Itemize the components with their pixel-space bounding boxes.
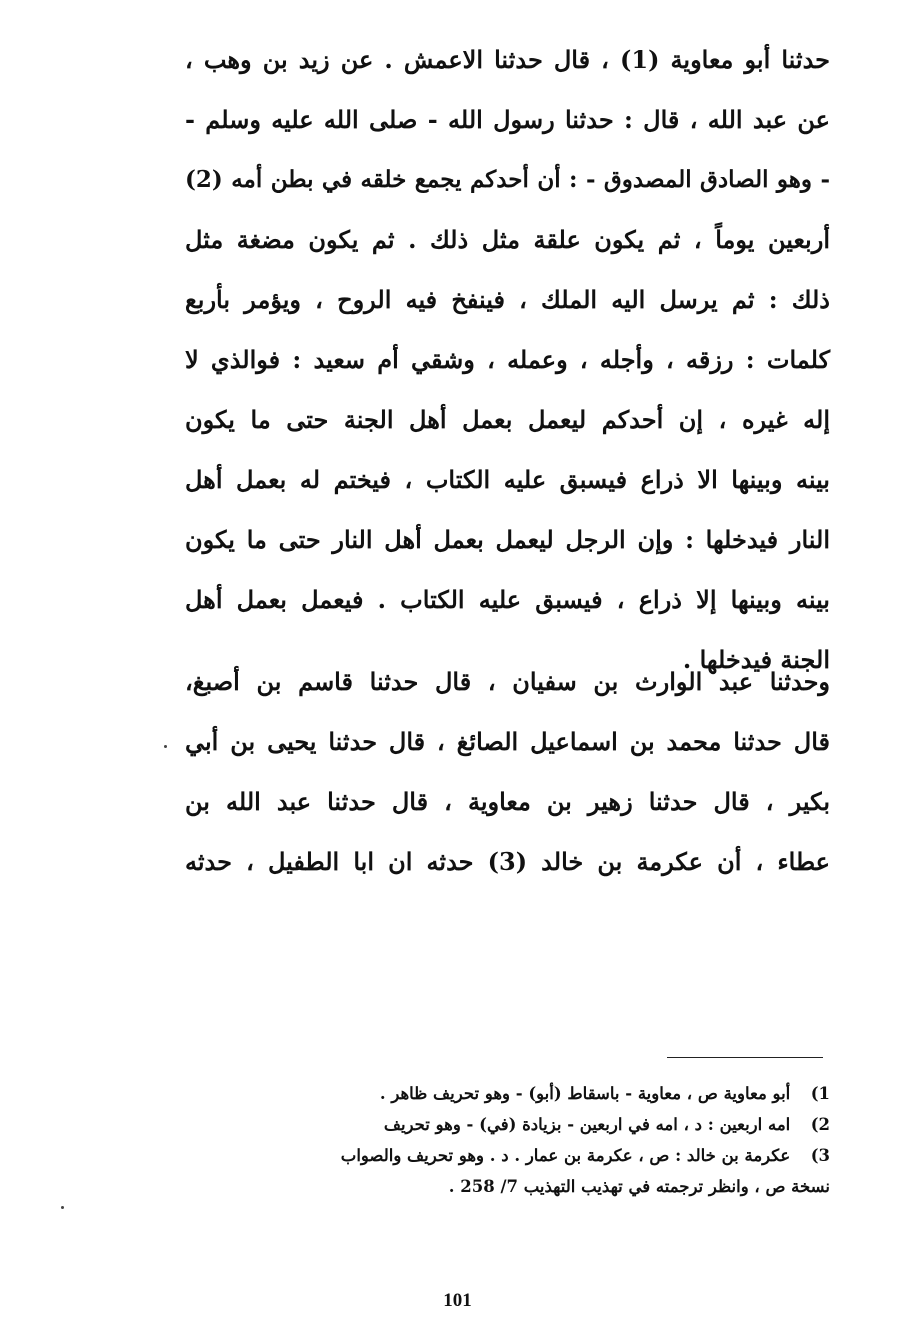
footnote-1 <box>185 1078 830 1109</box>
footnote-3 <box>185 1140 830 1171</box>
footnotes <box>185 1078 830 1202</box>
text-line: بينه وبينها إلا ذراع ، فيسبق عليه الكتاب . فيعمل بعمل أهل <box>185 585 830 614</box>
footnote-number: 1) <box>810 1084 830 1103</box>
footnote-number: 3) <box>810 1146 830 1165</box>
page-number: 101 <box>443 1290 472 1311</box>
scan-speck <box>61 1206 64 1209</box>
text-line: حدثنا أبو معاوية (1) ، قال حدثنا الاعمش . عن زيد بن وهب ، <box>185 45 831 74</box>
text-line: - وهو الصادق المصدوق - : أن أحدكم يجمع خلقه في بطن أمه (2) <box>185 166 830 193</box>
text-line: إله غيره ، إن أحدكم ليعمل بعمل أهل الجنة حتى ما يكون <box>185 405 830 434</box>
hadith-paragraph-1 <box>185 30 830 690</box>
text-line: بكير ، قال حدثنا زهير بن معاوية ، قال حدثنا عبد الله بن <box>185 787 830 816</box>
hadith-paragraph-2 <box>185 652 830 892</box>
footnote-2 <box>185 1109 830 1140</box>
text-line: بينه وبينها الا ذراع فيسبق عليه الكتاب ، فيختم له بعمل أهل <box>185 465 830 494</box>
footnote-number: 2) <box>810 1115 830 1134</box>
footnote-3-continuation <box>185 1171 830 1202</box>
text-line: عطاء ، أن عكرمة بن خالد (3) حدثه ان ابا الطفيل ، حدثه <box>185 847 830 876</box>
scan-speck <box>164 745 167 748</box>
text-line: عن عبد الله ، قال : حدثنا رسول الله - صلى الله عليه وسلم - <box>185 105 830 134</box>
text-line: وحدثنا عبد الوارث بن سفيان ، قال حدثنا قاسم بن أصبغ، <box>185 667 830 696</box>
text-line: قال حدثنا محمد بن اسماعيل الصائغ ، قال حدثنا يحيى بن أبي <box>185 727 830 756</box>
footnote-text: عكرمة بن خالد : ص ، عكرمة بن عمار . د . وهو تحريف والصواب <box>340 1146 791 1165</box>
text-line: ذلك : ثم يرسل اليه الملك ، فينفخ فيه الروح ، ويؤمر بأربع <box>185 285 830 314</box>
text-line: الجنة فيدخلها . <box>682 645 830 674</box>
footnote-text: أبو معاوية ص ، معاوية - باسقاط (أبو) - وهو تحريف ظاهر . <box>379 1084 791 1103</box>
footnote-separator <box>667 1057 823 1058</box>
text-line: النار فيدخلها : وإن الرجل ليعمل بعمل أهل النار حتى ما يكون <box>185 525 830 554</box>
footnote-text: امه اربعين : د ، امه في اربعين - بزيادة (في) - وهو تحريف <box>383 1115 791 1134</box>
text-line: كلمات : رزقه ، وأجله ، وعمله ، وشقي أم سعيد : فوالذي لا <box>185 345 830 374</box>
footnote-text: نسخة ص ، وانظر ترجمته في تهذيب التهذيب 7/ 258 . <box>448 1177 830 1196</box>
text-line: أربعين يوماً ، ثم يكون علقة مثل ذلك . ثم يكون مضغة مثل <box>185 225 830 254</box>
